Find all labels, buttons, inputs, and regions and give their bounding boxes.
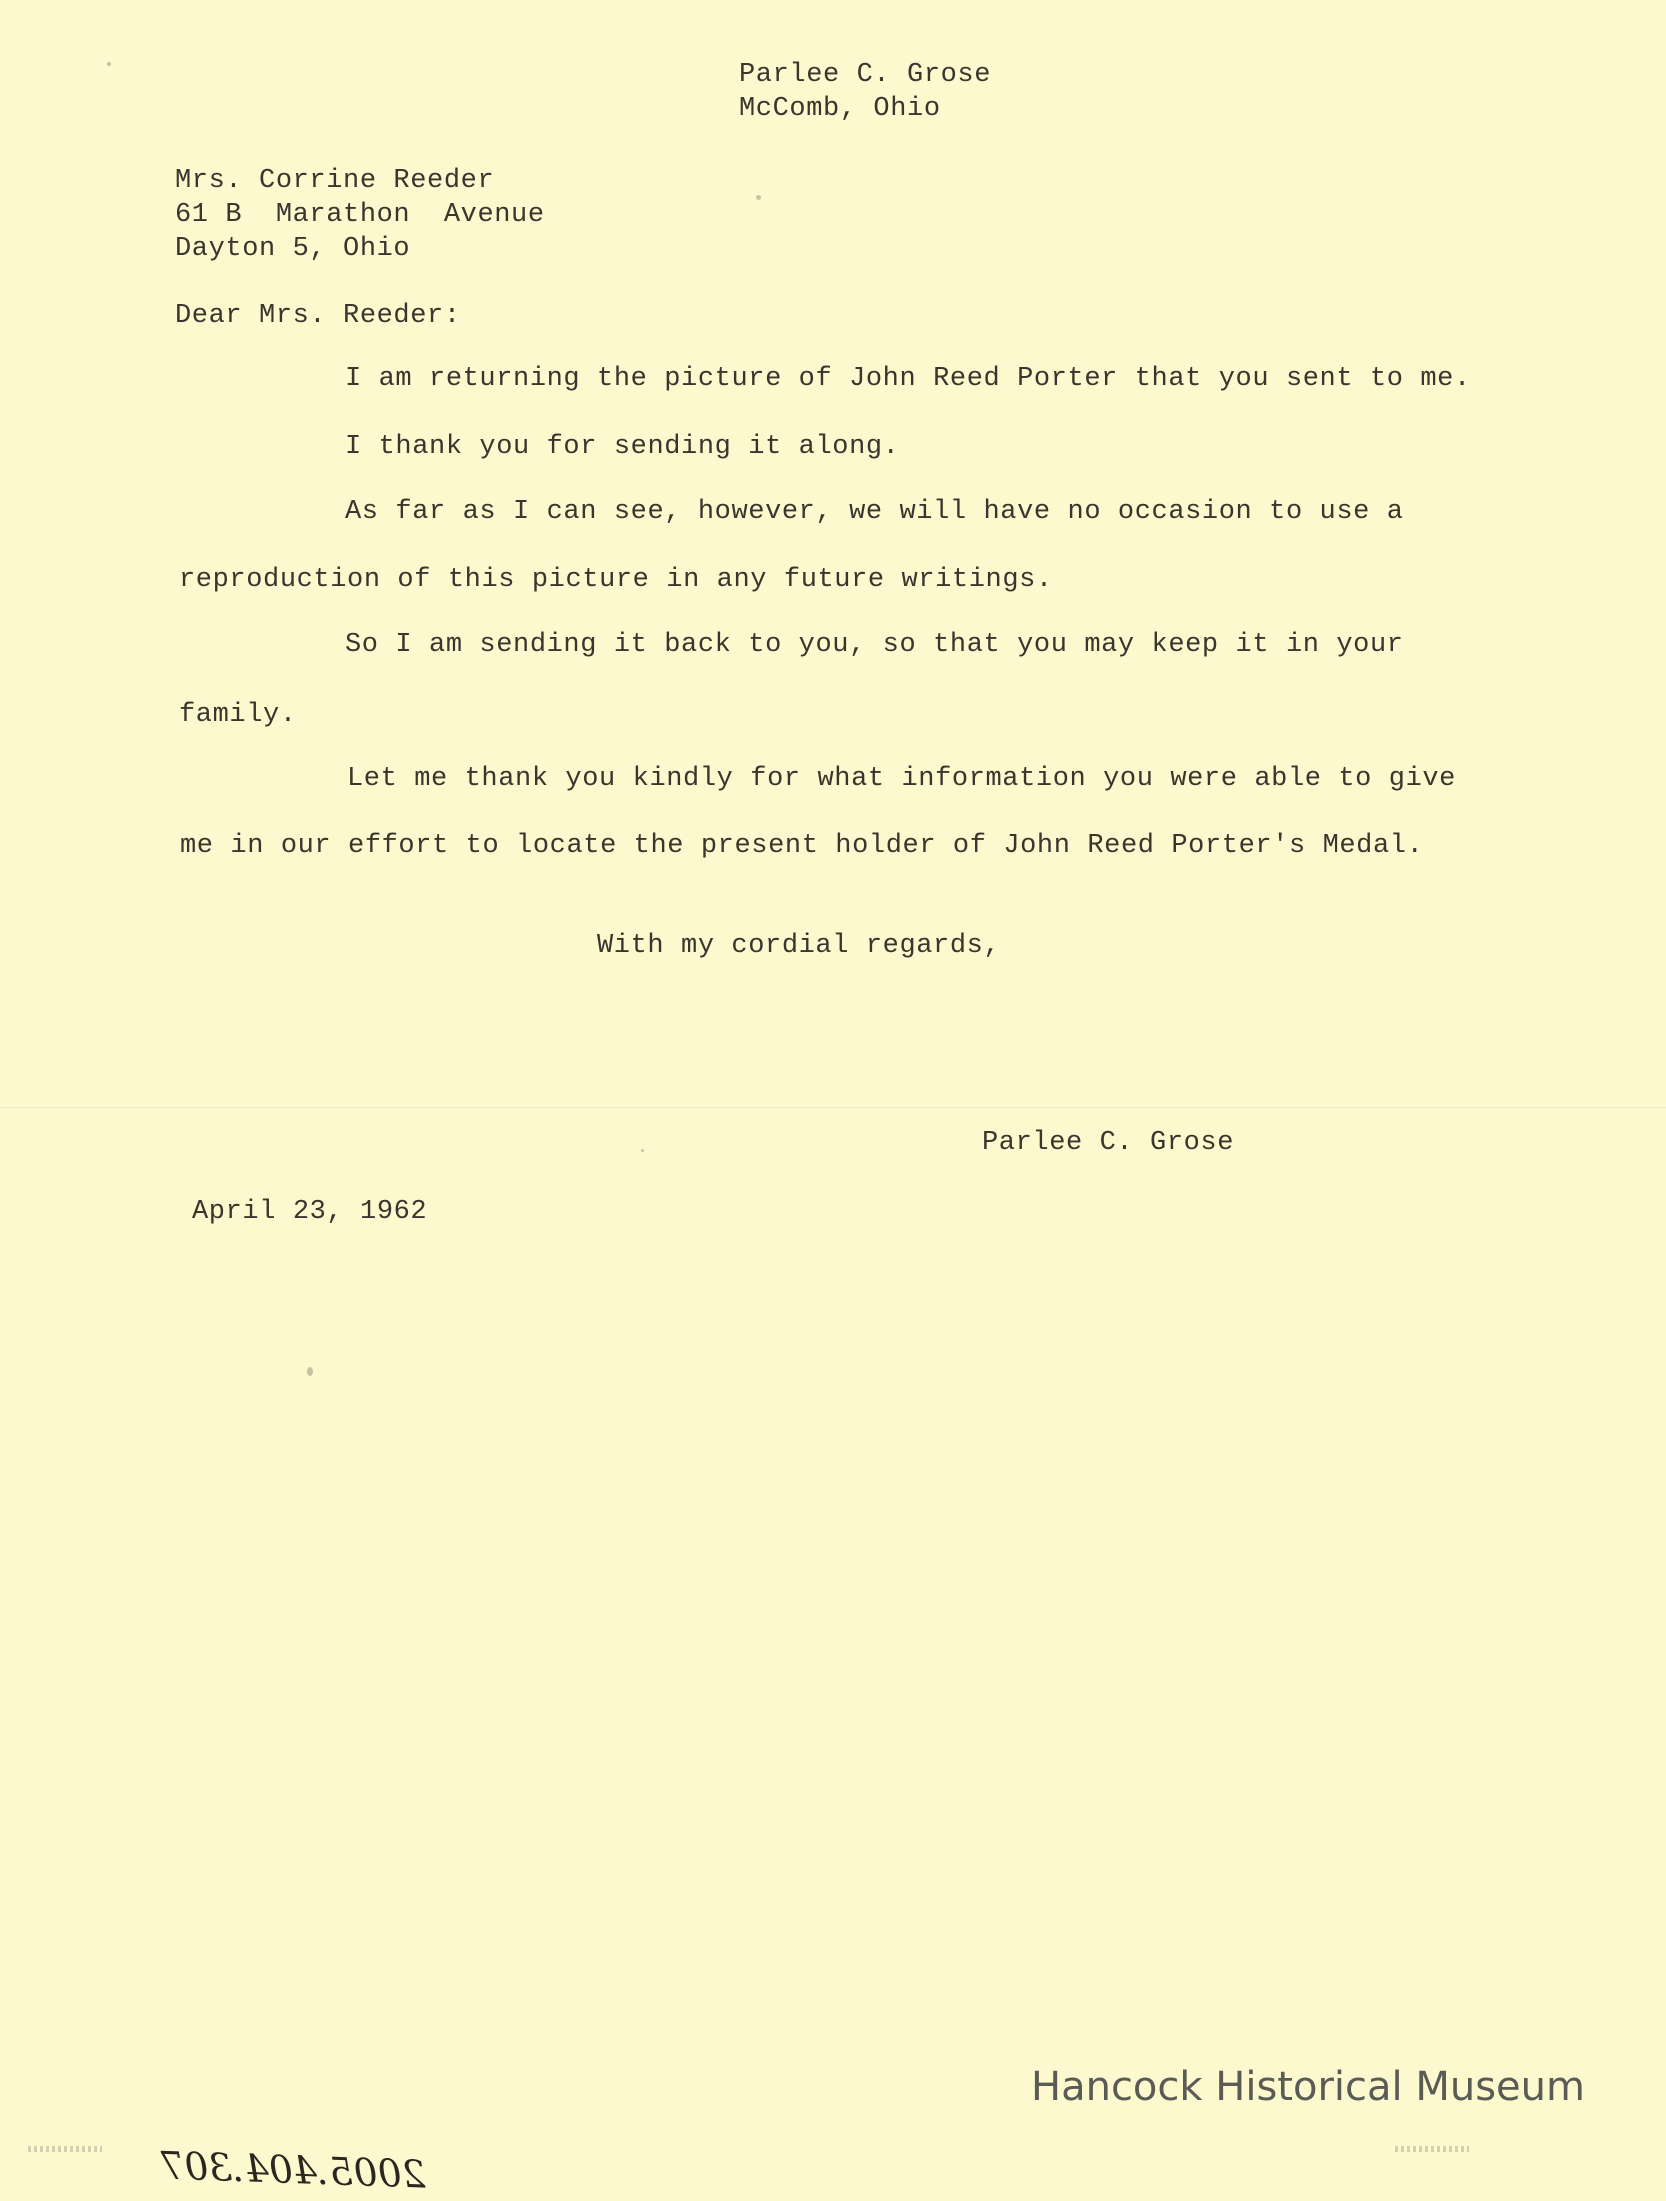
letter-date: April 23, 1962 — [192, 1197, 428, 1227]
catalog-number-handwritten: 2005.404.307 — [159, 2143, 427, 2197]
recipient-name: Mrs. Corrine Reeder — [175, 166, 495, 196]
scan-edge-mark — [28, 2146, 102, 2152]
body-line: I am returning the picture of John Reed Porter that you sent to me. — [345, 364, 1471, 394]
body-line: So I am sending it back to you, so that you may keep it in your — [345, 630, 1404, 660]
body-line: I thank you for sending it along. — [345, 432, 900, 462]
letterhead-city: McComb, Ohio — [739, 94, 941, 124]
scan-edge-mark — [1395, 2146, 1469, 2152]
paper-speck — [107, 62, 111, 66]
signature: Parlee C. Grose — [982, 1128, 1235, 1158]
body-line: me in our effort to locate the present holder of John Reed Porter's Medal. — [180, 831, 1424, 861]
salutation: Dear Mrs. Reeder: — [175, 301, 461, 331]
paper-speck — [307, 1367, 313, 1376]
body-line: reproduction of this picture in any future writings. — [179, 565, 1053, 595]
page-fold-line — [0, 1107, 1666, 1109]
paper-speck — [756, 195, 761, 200]
body-line: As far as I can see, however, we will have no occasion to use a — [345, 497, 1404, 527]
closing: With my cordial regards, — [597, 931, 1001, 961]
recipient-street: 61 B Marathon Avenue — [175, 200, 545, 230]
museum-watermark: Hancock Historical Museum — [1031, 2064, 1585, 2110]
letterhead-name: Parlee C. Grose — [739, 60, 992, 90]
recipient-city: Dayton 5, Ohio — [175, 234, 411, 264]
body-line: Let me thank you kindly for what information you were able to give — [347, 764, 1456, 794]
paper-speck — [641, 1149, 644, 1152]
body-line: family. — [179, 700, 297, 730]
